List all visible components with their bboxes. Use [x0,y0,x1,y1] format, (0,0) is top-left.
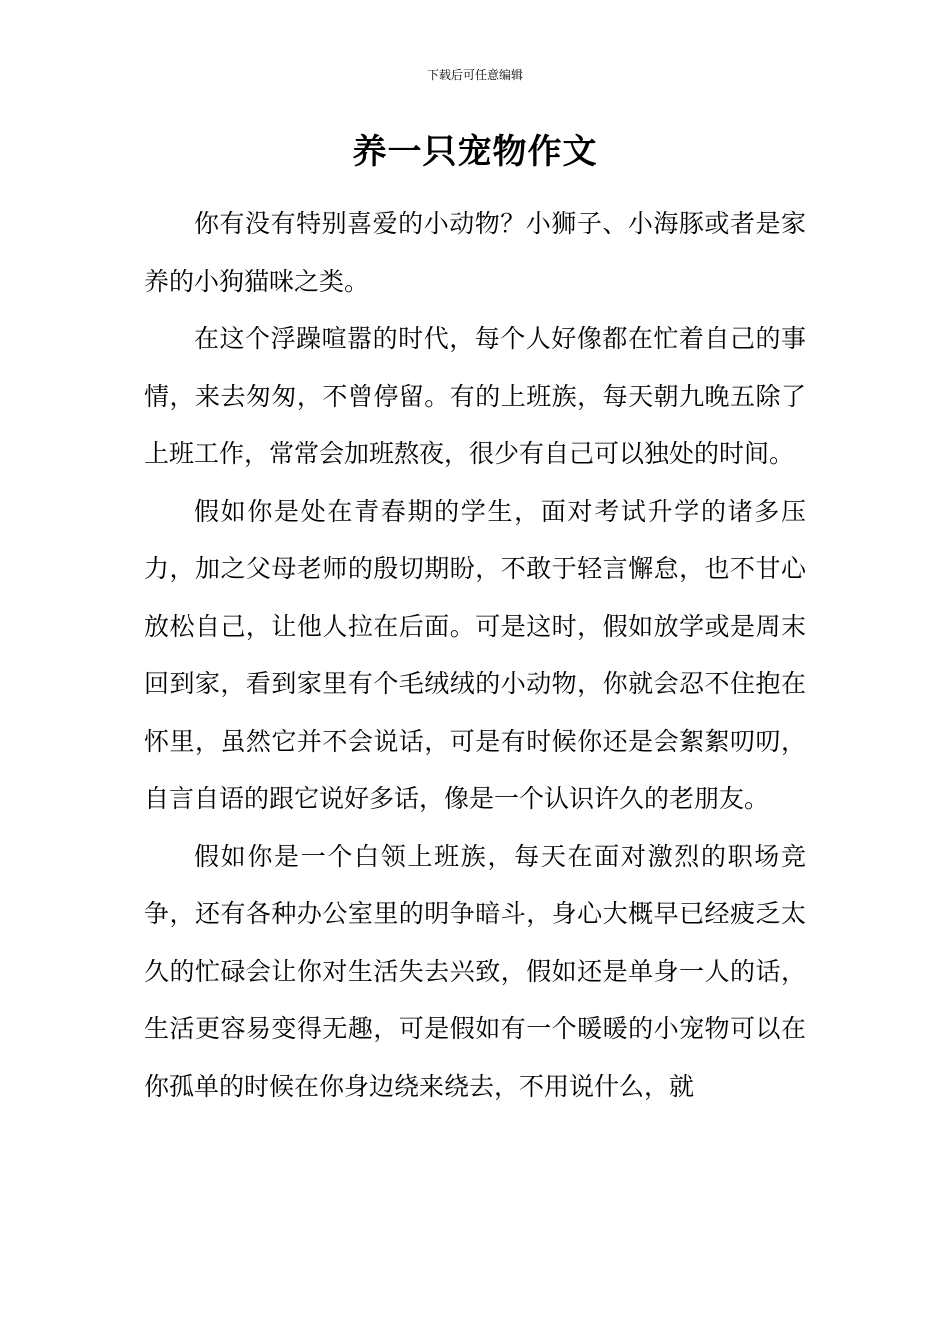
document-body [144,195,806,1115]
paragraph-1: 你有没有特别喜爱的小动物？小狮子、小海豚或者是家养的小狗猫咪之类。 [144,209,806,296]
paragraph-4: 假如你是一个白领上班族，每天在面对激烈的职场竞争，还有各种办公室里的明争暗斗，身心大概早已经疲乏太久的忙碌会让你对生活失去兴致，假如还是单身一人的话，生活更容易变得无趣，可是假如有一个暖暖的小宠物可以在你孤单的时候在你身边绕来绕去，不用说什么，就 [144,841,806,1101]
page-header-note: 下载后可任意编辑 [426,68,523,82]
document-title: 养一只宠物作文 [352,132,598,172]
paragraph-2: 在这个浮躁喧嚣的时代，每个人好像都在忙着自己的事情，来去匆匆，不曾停留。有的上班族，每天朝九晚五除了上班工作，常常会加班熬夜，很少有自己可以独处的时间。 [144,324,806,468]
paragraph-3: 假如你是处在青春期的学生，面对考试升学的诸多压力，加之父母老师的殷切期盼，不敢于轻言懈怠，也不甘心放松自己，让他人拉在后面。可是这时，假如放学或是周末回到家，看到家里有个毛绒绒的小动物，你就会忍不住抱在怀里，虽然它并不会说话，可是有时候你还是会絮絮叨叨，自言自语的跟它说好多话，像是一个认识许久的老朋友。 [144,496,806,813]
